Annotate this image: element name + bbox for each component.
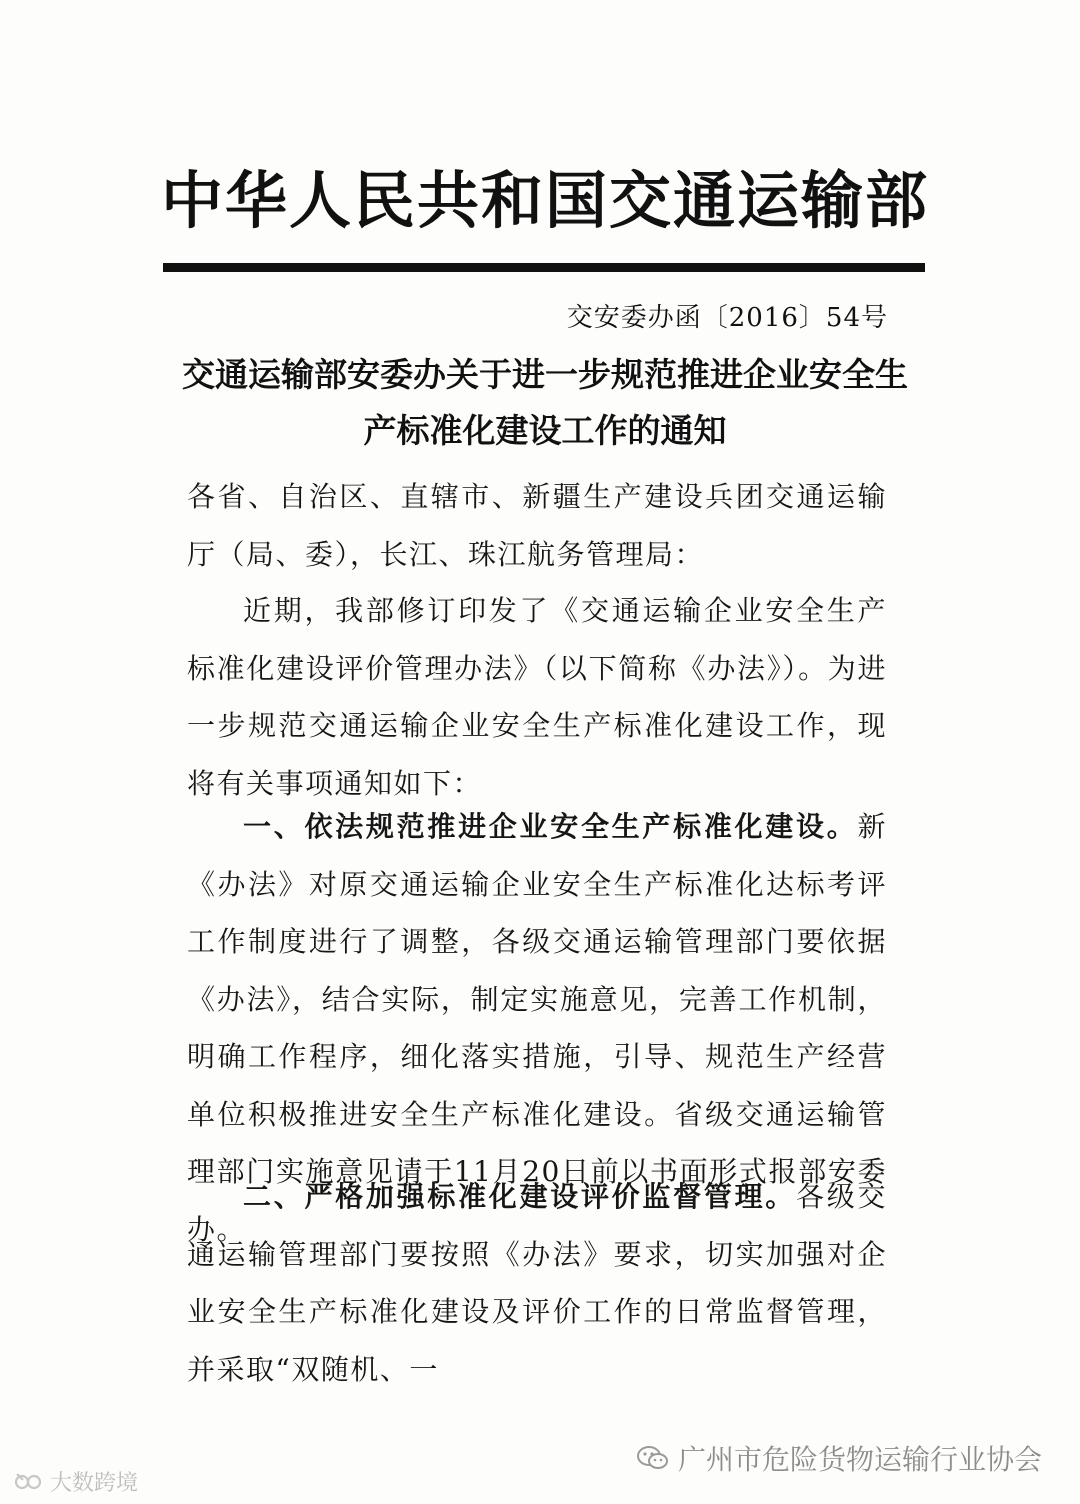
masthead-rule — [163, 263, 925, 272]
watermark-left — [14, 1466, 138, 1497]
document-number: 交安委办函〔2016〕54号 — [566, 303, 888, 333]
brand-logo-icon — [14, 1471, 44, 1493]
notice-title-line1: 交通运输部安委办关于进一步规范推进企业安全生 — [182, 355, 908, 394]
wechat-icon — [636, 1444, 670, 1472]
watermark-right — [636, 1438, 1042, 1478]
notice-title-line2: 产标准化建设工作的通知 — [363, 411, 727, 450]
section-1-text: 新《办法》对原交通运输企业安全生产标准化达标考评工作制度进行了调整，各级交通运输管理部门要依据《办法》，结合实际，制定实施意见，完善工作机制，明确工作程序，细化落实措施，引导、规范生产经营单位积极推进安全生产标准化建设。省级交通运输管理部门实施意见请于11月20日前以书面形式报部安委办。 — [187, 810, 887, 1246]
section-2-heading: 二、严格加强标准化建设评价监督管理。 — [243, 1180, 797, 1213]
section-2-text: 各级交通运输管理部门要按照《办法》要求，切实加强对企业安全生产标准化建设及评价工作的日常监督管理，并采取“双随机、一 — [187, 1180, 887, 1386]
masthead-title: 中华人民共和国交通运输部 — [160, 164, 929, 237]
addressee-paragraph: 各省、自治区、直辖市、新疆生产建设兵团交通运输厅（局、委），长江、珠江航务管理局： — [187, 480, 887, 571]
section-2-paragraph — [187, 1168, 887, 1398]
section-1-heading: 一、依法规范推进企业安全生产标准化建设。 — [243, 810, 858, 843]
watermark-right-text: 广州市危险货物运输行业协会 — [677, 1443, 1042, 1476]
intro-paragraph: 近期，我部修订印发了《交通运输企业安全生产标准化建设评价管理办法》（以下简称《办法》）。为进一步规范交通运输企业安全生产标准化建设工作，现将有关事项通知如下： — [187, 594, 887, 800]
notice-title — [150, 347, 940, 459]
watermark-left-text: 大数跨境 — [50, 1471, 139, 1496]
